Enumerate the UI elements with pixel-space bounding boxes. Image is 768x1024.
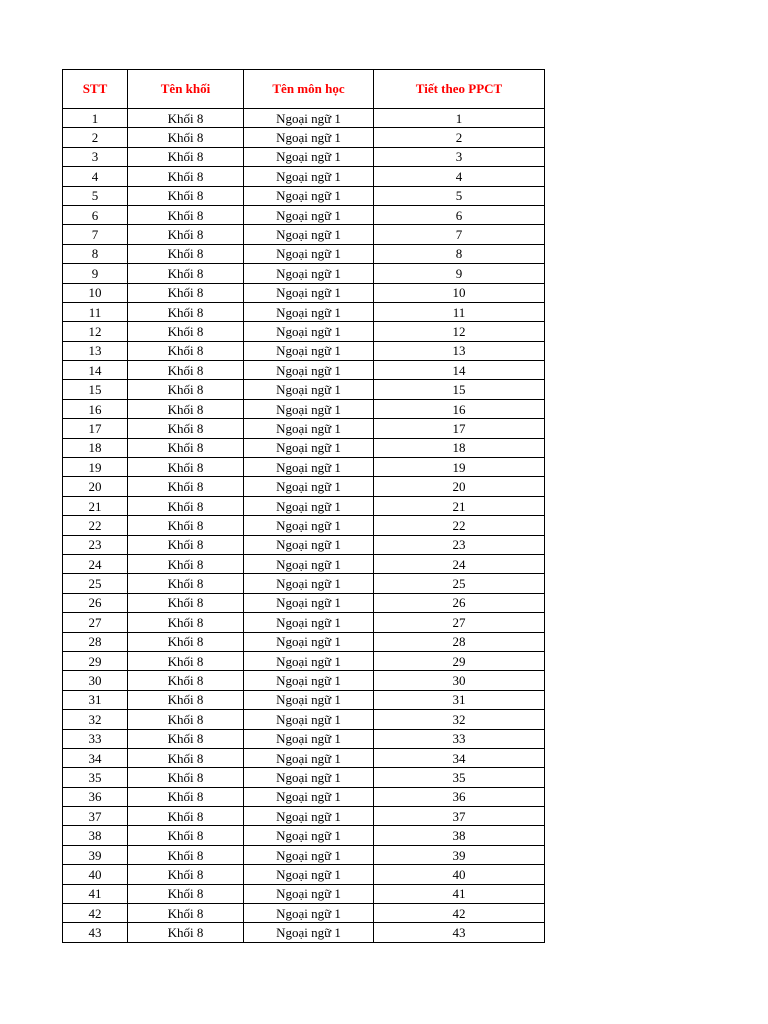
cell-lesson-number: 33 — [374, 729, 545, 748]
cell-block-name: Khối 8 — [128, 205, 244, 224]
cell-block-name: Khối 8 — [128, 535, 244, 554]
table-row — [63, 768, 545, 787]
cell-subject-name: Ngoại ngữ 1 — [244, 438, 374, 457]
cell-block-name: Khối 8 — [128, 632, 244, 651]
cell-stt: 37 — [63, 807, 128, 826]
table-row — [63, 205, 545, 224]
cell-block-name: Khối 8 — [128, 399, 244, 418]
cell-stt: 19 — [63, 458, 128, 477]
cell-lesson-number: 31 — [374, 690, 545, 709]
cell-block-name: Khối 8 — [128, 710, 244, 729]
cell-block-name: Khối 8 — [128, 787, 244, 806]
table-row — [63, 554, 545, 573]
cell-subject-name: Ngoại ngữ 1 — [244, 593, 374, 612]
cell-subject-name: Ngoại ngữ 1 — [244, 826, 374, 845]
cell-lesson-number: 26 — [374, 593, 545, 612]
table-row — [63, 632, 545, 651]
cell-stt: 10 — [63, 283, 128, 302]
cell-block-name: Khối 8 — [128, 186, 244, 205]
cell-stt: 27 — [63, 613, 128, 632]
cell-subject-name: Ngoại ngữ 1 — [244, 904, 374, 923]
cell-subject-name: Ngoại ngữ 1 — [244, 167, 374, 186]
cell-lesson-number: 35 — [374, 768, 545, 787]
cell-lesson-number: 27 — [374, 613, 545, 632]
table-row — [63, 477, 545, 496]
cell-block-name: Khối 8 — [128, 147, 244, 166]
cell-stt: 3 — [63, 147, 128, 166]
cell-lesson-number: 14 — [374, 361, 545, 380]
header-lesson-number: Tiết theo PPCT — [374, 70, 545, 109]
cell-stt: 9 — [63, 264, 128, 283]
cell-lesson-number: 12 — [374, 322, 545, 341]
cell-block-name: Khối 8 — [128, 593, 244, 612]
cell-block-name: Khối 8 — [128, 651, 244, 670]
cell-stt: 15 — [63, 380, 128, 399]
cell-subject-name: Ngoại ngữ 1 — [244, 225, 374, 244]
cell-block-name: Khối 8 — [128, 671, 244, 690]
cell-lesson-number: 28 — [374, 632, 545, 651]
cell-stt: 40 — [63, 865, 128, 884]
cell-lesson-number: 3 — [374, 147, 545, 166]
cell-stt: 32 — [63, 710, 128, 729]
table-row — [63, 341, 545, 360]
spreadsheet-page — [62, 69, 545, 943]
cell-lesson-number: 4 — [374, 167, 545, 186]
cell-block-name: Khối 8 — [128, 768, 244, 787]
table-row — [63, 574, 545, 593]
cell-stt: 21 — [63, 496, 128, 515]
cell-lesson-number: 1 — [374, 109, 545, 128]
cell-lesson-number: 34 — [374, 748, 545, 767]
cell-subject-name: Ngoại ngữ 1 — [244, 768, 374, 787]
cell-stt: 18 — [63, 438, 128, 457]
cell-lesson-number: 30 — [374, 671, 545, 690]
cell-lesson-number: 41 — [374, 884, 545, 903]
cell-block-name: Khối 8 — [128, 341, 244, 360]
cell-block-name: Khối 8 — [128, 496, 244, 515]
cell-subject-name: Ngoại ngữ 1 — [244, 865, 374, 884]
table-row — [63, 690, 545, 709]
cell-stt: 8 — [63, 244, 128, 263]
table-body — [63, 109, 545, 943]
cell-lesson-number: 11 — [374, 302, 545, 321]
table-row — [63, 613, 545, 632]
cell-lesson-number: 18 — [374, 438, 545, 457]
cell-stt: 14 — [63, 361, 128, 380]
cell-lesson-number: 43 — [374, 923, 545, 942]
cell-subject-name: Ngoại ngữ 1 — [244, 147, 374, 166]
cell-lesson-number: 2 — [374, 128, 545, 147]
cell-stt: 4 — [63, 167, 128, 186]
cell-lesson-number: 10 — [374, 283, 545, 302]
cell-block-name: Khối 8 — [128, 477, 244, 496]
cell-stt: 7 — [63, 225, 128, 244]
cell-block-name: Khối 8 — [128, 729, 244, 748]
table-row — [63, 128, 545, 147]
cell-lesson-number: 36 — [374, 787, 545, 806]
cell-subject-name: Ngoại ngữ 1 — [244, 109, 374, 128]
cell-stt: 29 — [63, 651, 128, 670]
table-row — [63, 399, 545, 418]
table-row — [63, 167, 545, 186]
cell-subject-name: Ngoại ngữ 1 — [244, 302, 374, 321]
cell-stt: 5 — [63, 186, 128, 205]
cell-subject-name: Ngoại ngữ 1 — [244, 341, 374, 360]
cell-stt: 33 — [63, 729, 128, 748]
cell-subject-name: Ngoại ngữ 1 — [244, 322, 374, 341]
cell-block-name: Khối 8 — [128, 845, 244, 864]
cell-block-name: Khối 8 — [128, 904, 244, 923]
cell-subject-name: Ngoại ngữ 1 — [244, 477, 374, 496]
cell-block-name: Khối 8 — [128, 826, 244, 845]
cell-stt: 30 — [63, 671, 128, 690]
cell-lesson-number: 17 — [374, 419, 545, 438]
cell-lesson-number: 22 — [374, 516, 545, 535]
cell-subject-name: Ngoại ngữ 1 — [244, 205, 374, 224]
table-row — [63, 361, 545, 380]
cell-subject-name: Ngoại ngữ 1 — [244, 554, 374, 573]
cell-stt: 36 — [63, 787, 128, 806]
cell-lesson-number: 37 — [374, 807, 545, 826]
table-row — [63, 710, 545, 729]
table-row — [63, 458, 545, 477]
cell-block-name: Khối 8 — [128, 516, 244, 535]
cell-subject-name: Ngoại ngữ 1 — [244, 884, 374, 903]
cell-block-name: Khối 8 — [128, 225, 244, 244]
cell-lesson-number: 24 — [374, 554, 545, 573]
cell-stt: 31 — [63, 690, 128, 709]
cell-stt: 13 — [63, 341, 128, 360]
cell-lesson-number: 5 — [374, 186, 545, 205]
cell-subject-name: Ngoại ngữ 1 — [244, 923, 374, 942]
cell-stt: 1 — [63, 109, 128, 128]
cell-subject-name: Ngoại ngữ 1 — [244, 613, 374, 632]
table-row — [63, 380, 545, 399]
table-row — [63, 109, 545, 128]
cell-subject-name: Ngoại ngữ 1 — [244, 399, 374, 418]
cell-stt: 11 — [63, 302, 128, 321]
cell-stt: 17 — [63, 419, 128, 438]
cell-block-name: Khối 8 — [128, 807, 244, 826]
cell-subject-name: Ngoại ngữ 1 — [244, 710, 374, 729]
table-header — [63, 70, 545, 109]
cell-stt: 16 — [63, 399, 128, 418]
cell-subject-name: Ngoại ngữ 1 — [244, 671, 374, 690]
cell-stt: 39 — [63, 845, 128, 864]
table-row — [63, 302, 545, 321]
cell-stt: 43 — [63, 923, 128, 942]
table-row — [63, 923, 545, 942]
cell-stt: 26 — [63, 593, 128, 612]
cell-block-name: Khối 8 — [128, 361, 244, 380]
cell-subject-name: Ngoại ngữ 1 — [244, 419, 374, 438]
table-row — [63, 322, 545, 341]
table-row — [63, 807, 545, 826]
cell-stt: 34 — [63, 748, 128, 767]
cell-lesson-number: 23 — [374, 535, 545, 554]
cell-block-name: Khối 8 — [128, 380, 244, 399]
table-row — [63, 283, 545, 302]
cell-lesson-number: 7 — [374, 225, 545, 244]
table-row — [63, 535, 545, 554]
table-row — [63, 516, 545, 535]
cell-lesson-number: 8 — [374, 244, 545, 263]
cell-subject-name: Ngoại ngữ 1 — [244, 283, 374, 302]
cell-lesson-number: 38 — [374, 826, 545, 845]
cell-subject-name: Ngoại ngữ 1 — [244, 651, 374, 670]
cell-subject-name: Ngoại ngữ 1 — [244, 807, 374, 826]
table-row — [63, 651, 545, 670]
cell-subject-name: Ngoại ngữ 1 — [244, 244, 374, 263]
cell-stt: 42 — [63, 904, 128, 923]
cell-lesson-number: 15 — [374, 380, 545, 399]
cell-subject-name: Ngoại ngữ 1 — [244, 632, 374, 651]
cell-lesson-number: 9 — [374, 264, 545, 283]
table-row — [63, 845, 545, 864]
table-row — [63, 496, 545, 515]
cell-block-name: Khối 8 — [128, 574, 244, 593]
cell-block-name: Khối 8 — [128, 690, 244, 709]
cell-stt: 41 — [63, 884, 128, 903]
table-row — [63, 264, 545, 283]
cell-lesson-number: 20 — [374, 477, 545, 496]
table-row — [63, 787, 545, 806]
header-subject-name: Tên môn học — [244, 70, 374, 109]
cell-lesson-number: 32 — [374, 710, 545, 729]
cell-stt: 2 — [63, 128, 128, 147]
cell-block-name: Khối 8 — [128, 748, 244, 767]
cell-subject-name: Ngoại ngữ 1 — [244, 496, 374, 515]
cell-subject-name: Ngoại ngữ 1 — [244, 690, 374, 709]
cell-block-name: Khối 8 — [128, 458, 244, 477]
cell-subject-name: Ngoại ngữ 1 — [244, 361, 374, 380]
cell-block-name: Khối 8 — [128, 283, 244, 302]
cell-stt: 25 — [63, 574, 128, 593]
cell-lesson-number: 21 — [374, 496, 545, 515]
cell-lesson-number: 6 — [374, 205, 545, 224]
cell-subject-name: Ngoại ngữ 1 — [244, 535, 374, 554]
cell-subject-name: Ngoại ngữ 1 — [244, 748, 374, 767]
table-row — [63, 748, 545, 767]
cell-block-name: Khối 8 — [128, 923, 244, 942]
cell-subject-name: Ngoại ngữ 1 — [244, 516, 374, 535]
header-block-name: Tên khối — [128, 70, 244, 109]
table-row — [63, 729, 545, 748]
table-row — [63, 865, 545, 884]
table-row — [63, 438, 545, 457]
cell-block-name: Khối 8 — [128, 884, 244, 903]
cell-lesson-number: 42 — [374, 904, 545, 923]
cell-stt: 38 — [63, 826, 128, 845]
table-row — [63, 147, 545, 166]
cell-subject-name: Ngoại ngữ 1 — [244, 380, 374, 399]
cell-stt: 35 — [63, 768, 128, 787]
cell-block-name: Khối 8 — [128, 264, 244, 283]
table-row — [63, 225, 545, 244]
cell-subject-name: Ngoại ngữ 1 — [244, 186, 374, 205]
table-row — [63, 244, 545, 263]
cell-block-name: Khối 8 — [128, 438, 244, 457]
cell-subject-name: Ngoại ngữ 1 — [244, 787, 374, 806]
cell-subject-name: Ngoại ngữ 1 — [244, 574, 374, 593]
cell-block-name: Khối 8 — [128, 109, 244, 128]
cell-block-name: Khối 8 — [128, 302, 244, 321]
cell-block-name: Khối 8 — [128, 128, 244, 147]
cell-subject-name: Ngoại ngữ 1 — [244, 128, 374, 147]
cell-block-name: Khối 8 — [128, 244, 244, 263]
header-row — [63, 70, 545, 109]
cell-lesson-number: 40 — [374, 865, 545, 884]
cell-stt: 23 — [63, 535, 128, 554]
cell-block-name: Khối 8 — [128, 167, 244, 186]
cell-subject-name: Ngoại ngữ 1 — [244, 845, 374, 864]
cell-block-name: Khối 8 — [128, 865, 244, 884]
table-row — [63, 671, 545, 690]
table-row — [63, 186, 545, 205]
cell-stt: 24 — [63, 554, 128, 573]
cell-lesson-number: 29 — [374, 651, 545, 670]
cell-lesson-number: 39 — [374, 845, 545, 864]
cell-lesson-number: 13 — [374, 341, 545, 360]
cell-stt: 28 — [63, 632, 128, 651]
cell-block-name: Khối 8 — [128, 322, 244, 341]
cell-lesson-number: 16 — [374, 399, 545, 418]
cell-stt: 20 — [63, 477, 128, 496]
cell-lesson-number: 25 — [374, 574, 545, 593]
cell-block-name: Khối 8 — [128, 419, 244, 438]
cell-stt: 6 — [63, 205, 128, 224]
cell-stt: 12 — [63, 322, 128, 341]
cell-subject-name: Ngoại ngữ 1 — [244, 729, 374, 748]
cell-subject-name: Ngoại ngữ 1 — [244, 458, 374, 477]
cell-subject-name: Ngoại ngữ 1 — [244, 264, 374, 283]
lesson-table — [62, 69, 545, 943]
cell-lesson-number: 19 — [374, 458, 545, 477]
table-row — [63, 884, 545, 903]
table-row — [63, 419, 545, 438]
table-row — [63, 826, 545, 845]
table-row — [63, 904, 545, 923]
cell-block-name: Khối 8 — [128, 613, 244, 632]
table-row — [63, 593, 545, 612]
cell-stt: 22 — [63, 516, 128, 535]
cell-block-name: Khối 8 — [128, 554, 244, 573]
header-stt: STT — [63, 70, 128, 109]
